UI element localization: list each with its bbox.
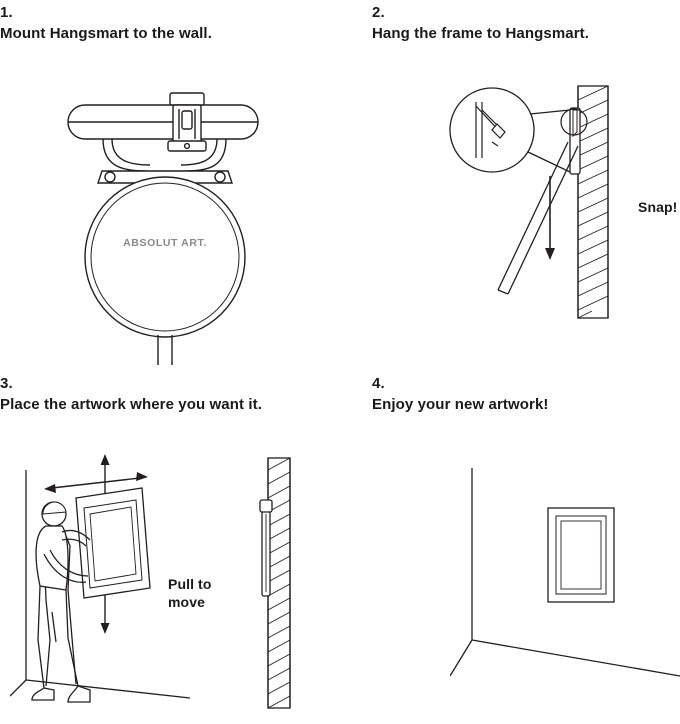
- step-3-illustration: [10, 440, 310, 720]
- step-1-title: Mount Hangsmart to the wall.: [0, 25, 212, 42]
- device-brand-label: ABSOLUT ART.: [123, 237, 207, 249]
- step-3: [0, 375, 360, 415]
- step-1-illustration: [40, 75, 370, 365]
- step-1: [0, 4, 360, 44]
- step-4: [372, 375, 672, 415]
- step-2-number: 2.: [372, 4, 385, 21]
- step-2: [372, 4, 672, 44]
- step-3-callout: [168, 575, 211, 611]
- step-4-number: 4.: [372, 375, 385, 392]
- step-1-number: 1.: [0, 4, 13, 21]
- step-3-number: 3.: [0, 375, 13, 392]
- step-3-callout-line-2: move: [168, 594, 205, 610]
- step-2-title: Hang the frame to Hangsmart.: [372, 25, 590, 42]
- step-2-callout: Snap!: [638, 199, 678, 215]
- step-4-illustration: [450, 440, 680, 720]
- step-4-title: Enjoy your new artwork!: [372, 396, 549, 413]
- step-3-callout-line-1: Pull to: [168, 576, 212, 592]
- step-3-title: Place the artwork where you want it.: [0, 396, 263, 413]
